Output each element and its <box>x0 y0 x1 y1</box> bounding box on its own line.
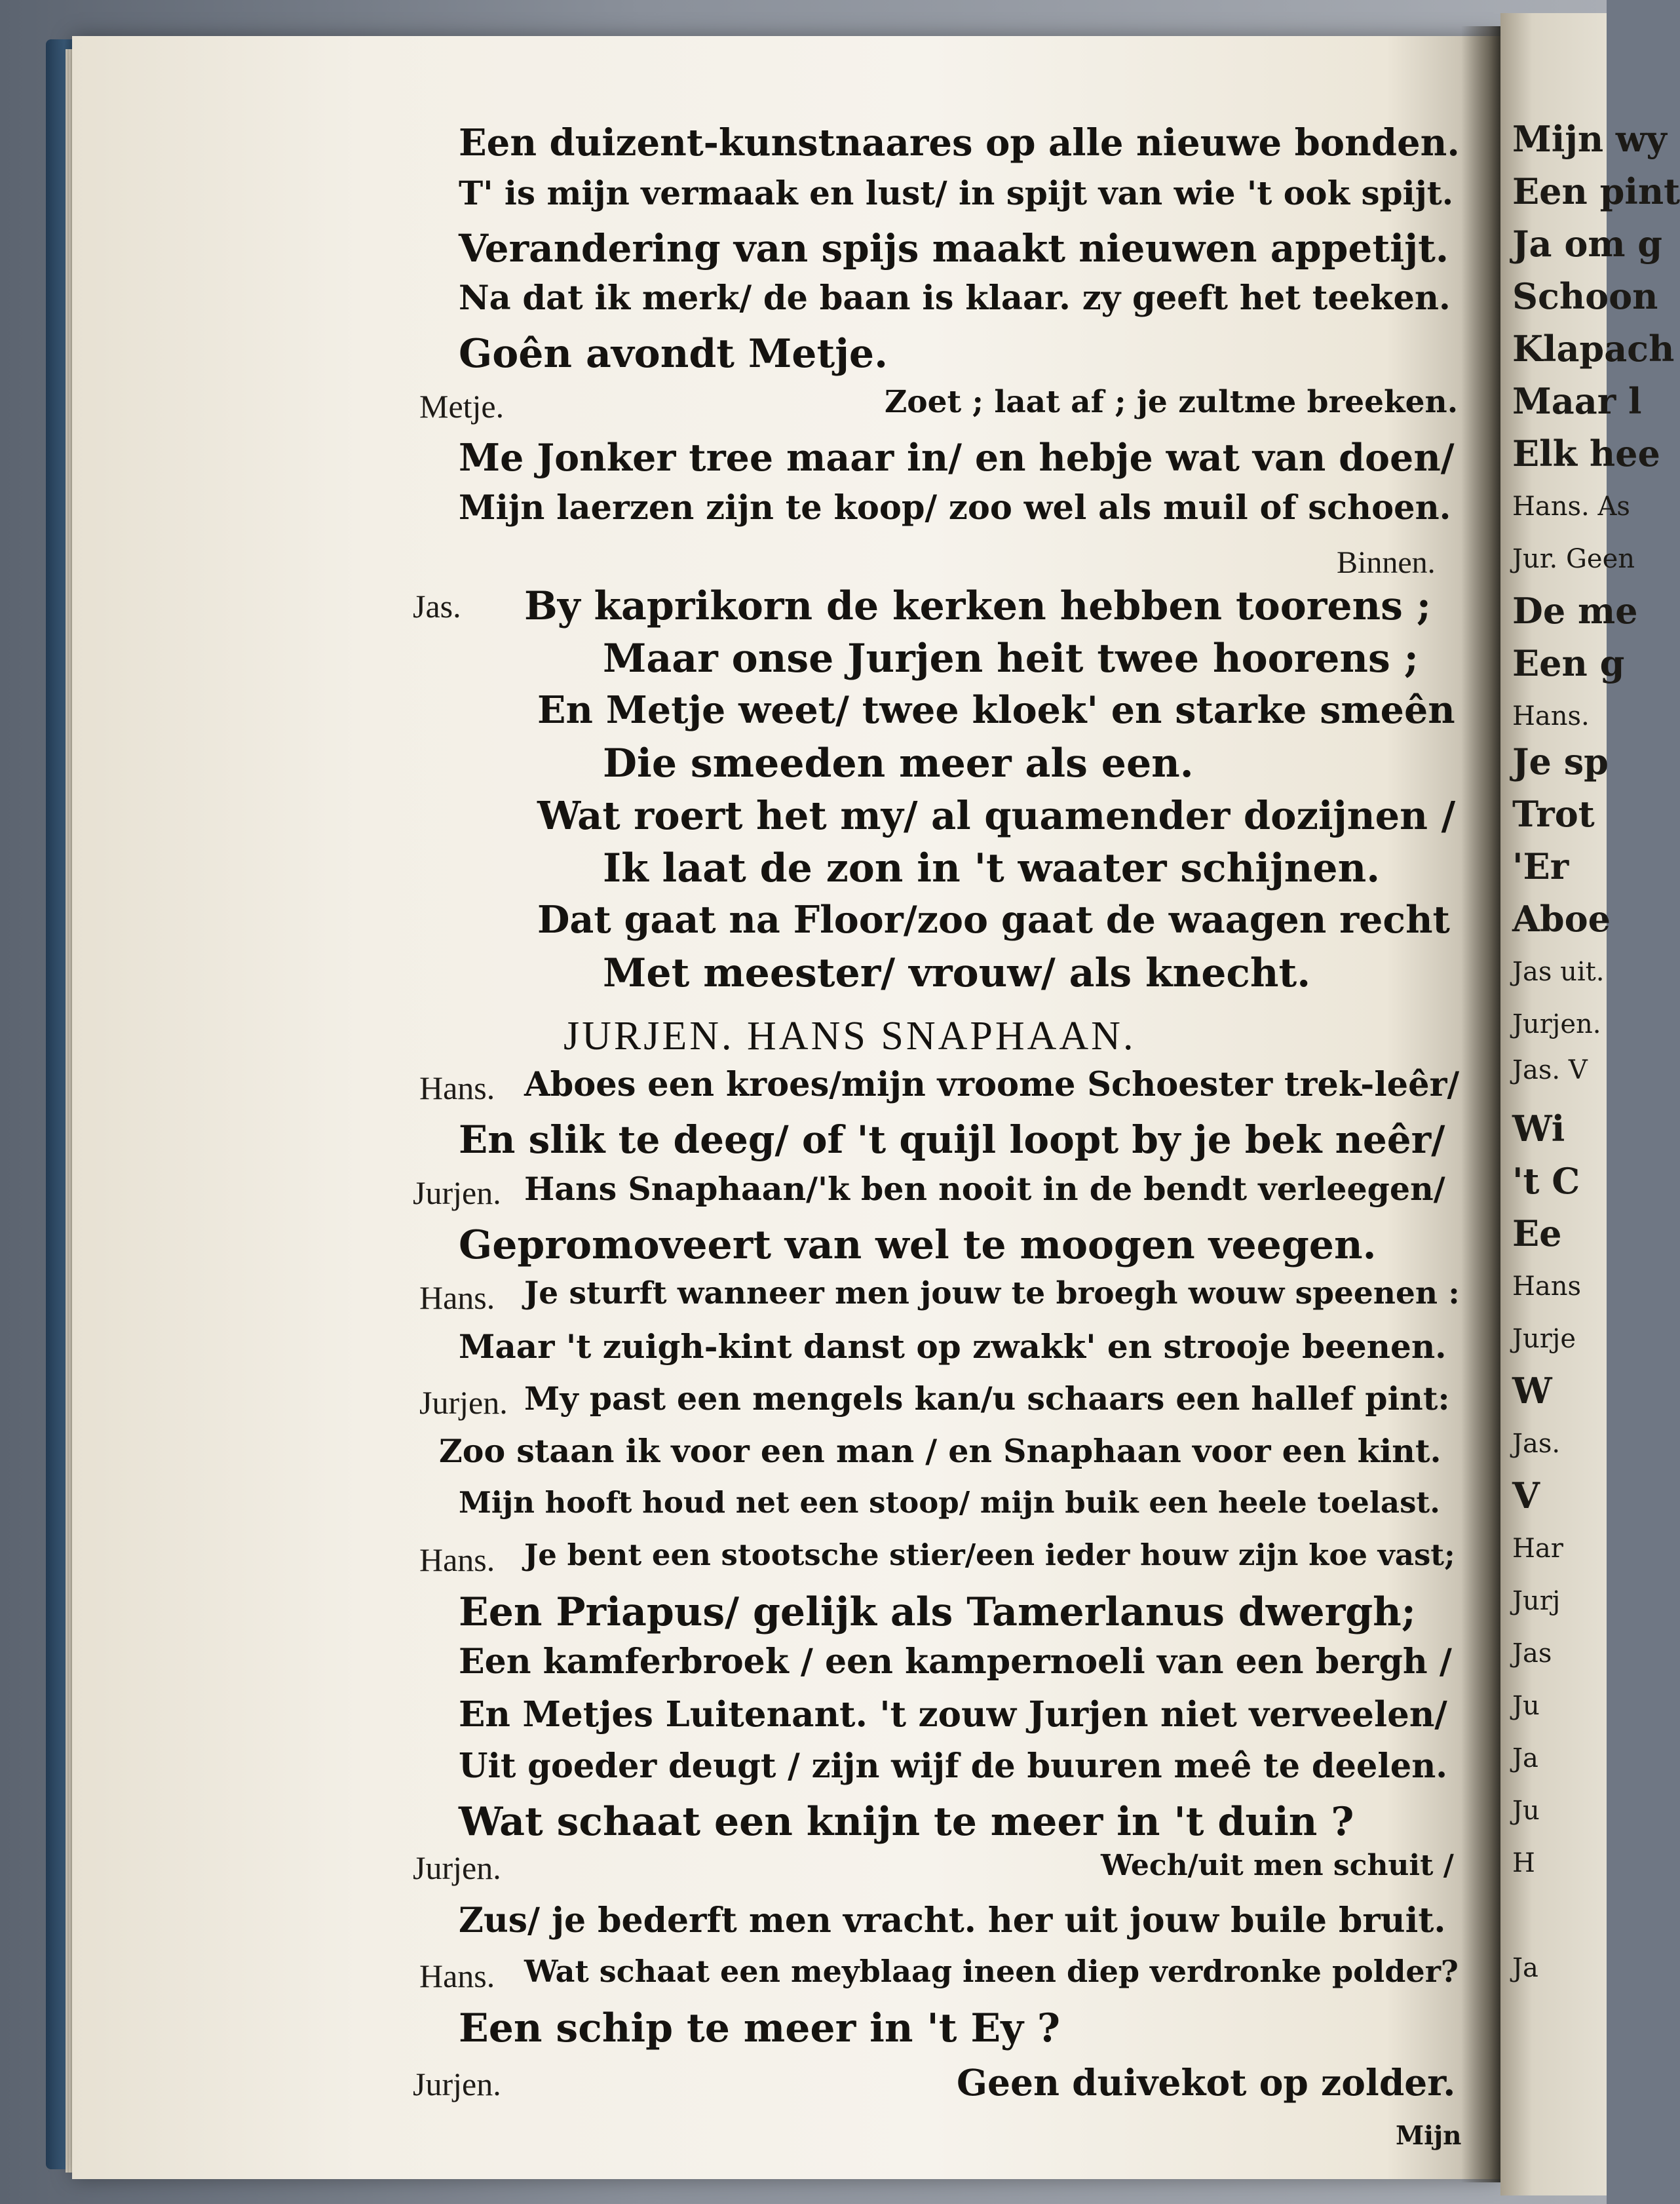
facing-fragment: Hans. As <box>1512 492 1630 522</box>
speaker-label: Jurjen. <box>413 1174 501 1211</box>
text-line: Aboes een kroes/mijn vroome Schoester trek-leêr/ <box>524 1065 1460 1104</box>
facing-fragment: Mijn wy <box>1512 118 1667 160</box>
text-line: Goên avondt Metje. <box>459 331 888 377</box>
facing-fragment: Jas <box>1512 1638 1552 1669</box>
text-line: Je bent een stootsche stier/een ieder houw zijn koe vast; <box>524 1537 1455 1572</box>
text-line: Dat gaat na Floor/zoo gaat de waagen recht <box>537 898 1450 942</box>
facing-fragment: Schoon <box>1512 275 1658 317</box>
speaker-label: Hans. <box>419 1541 495 1578</box>
facing-fragment: Jur. Geen <box>1512 544 1635 574</box>
facing-fragment: Hans. <box>1512 701 1590 731</box>
text-line: Een schip te meer in 't Ey ? <box>459 2005 1061 2051</box>
text-line: Wat roert het my/ al quamender dozijnen / <box>537 793 1456 838</box>
speaker-label: Jurjen. <box>413 1849 501 1886</box>
text-line: My past een mengels kan/u schaars een hallef pint: <box>524 1380 1450 1418</box>
facing-fragment: Ju <box>1512 1796 1540 1826</box>
text-line: En Metjes Luitenant. 't zouw Jurjen niet verveelen/ <box>459 1694 1447 1735</box>
facing-fragment: Een g <box>1512 642 1625 684</box>
text-line: Zoet ; laat af ; je zultme breeken. <box>885 384 1459 420</box>
text-line: Geen duivekot op zolder. <box>957 2061 1456 2104</box>
facing-fragment: Ja om g <box>1512 223 1663 265</box>
facing-fragment: Jas. <box>1512 1429 1561 1459</box>
book-page <box>72 36 1500 2179</box>
text-line: Je sturft wanneer men jouw te broegh wouw speenen : <box>524 1275 1460 1311</box>
text-line: Uit goeder deugt / zijn wijf de buuren meê te deelen. <box>459 1747 1448 1786</box>
facing-fragment: Jurje <box>1512 1324 1576 1354</box>
text-line: Met meester/ vrouw/ als knecht. <box>603 950 1311 996</box>
text-line: Ik laat de zon in 't waater schijnen. <box>603 845 1381 891</box>
facing-fragment: H <box>1512 1848 1535 1878</box>
text-line: Zoo staan ik voor een man / en Snaphaan voor een kint. <box>439 1432 1441 1470</box>
text-line: Mijn hooft houd net een stoop/ mijn buik een heele toelast. <box>459 1485 1440 1520</box>
facing-fragment: Ee <box>1512 1212 1562 1254</box>
text-line: Wat schaat een meyblaag ineen diep verdronke polder? <box>524 1954 1459 1989</box>
facing-fragment: Een pint <box>1512 170 1680 212</box>
speaker-label: Jurjen. <box>419 1384 508 1421</box>
facing-fragment: Je sp <box>1512 741 1609 783</box>
facing-fragment: Klapach <box>1512 328 1675 370</box>
facing-page <box>1500 13 1680 2195</box>
facing-fragment: De me <box>1512 590 1638 632</box>
text-line: Een duizent-kunstnaares op alle nieuwe bonden. <box>459 121 1460 164</box>
facing-fragment: V <box>1512 1475 1540 1517</box>
text-line: Na dat ik merk/ de baan is klaar. zy geeft het teeken. <box>459 279 1451 318</box>
facing-fragment: 'Er <box>1512 845 1569 887</box>
text-line: T' is mijn vermaak en lust/ in spijt van wie 't ook spijt. <box>459 174 1454 212</box>
speaker-label: Jurjen. <box>413 2066 501 2102</box>
facing-fragment: Trot <box>1512 793 1595 835</box>
text-line: En Metje weet/ twee kloek' en starke smeên <box>537 688 1455 732</box>
speaker-label: Jas. <box>413 588 461 625</box>
facing-fragment: Jas. V <box>1512 1055 1588 1085</box>
text-line: Verandering van spijs maakt nieuwen appetijt. <box>459 226 1449 271</box>
text-line: Een kamferbroek / een kampernoeli van een bergh / <box>459 1642 1452 1682</box>
speaker-label: Hans. <box>419 1958 495 1994</box>
text-line: Een Priapus/ gelijk als Tamerlanus dwergh; <box>459 1589 1416 1635</box>
facing-fragment: Maar l <box>1512 380 1642 422</box>
speaker-label: Metje. <box>419 388 505 425</box>
facing-fragment: Jas uit. <box>1512 957 1605 987</box>
text-line: Hans Snaphaan/'k ben nooit in de bendt verleegen/ <box>524 1170 1445 1208</box>
facing-fragment: 't C <box>1512 1160 1580 1202</box>
facing-fragment: Elk hee <box>1512 433 1660 474</box>
speaker-label: Hans. <box>419 1279 495 1316</box>
text-line: Wech/uit men schuit / <box>1101 1849 1454 1882</box>
scene-heading: JURJEN. HANS SNAPHAAN. <box>563 1014 1136 1058</box>
text-line: Gepromoveert van wel te moogen veegen. <box>459 1222 1377 1268</box>
book-gutter <box>1461 26 1500 2182</box>
speaker-label: Hans. <box>419 1070 495 1106</box>
text-line: Me Jonker tree maar in/ en hebje wat van doen/ <box>459 436 1455 480</box>
text-line: En slik te deeg/ of 't quijl loopt by je bek neêr/ <box>459 1117 1445 1162</box>
text-line: Mijn laerzen zijn te koop/ zoo wel als muil of schoen. <box>459 488 1451 528</box>
catchword: Mijn <box>1396 2121 1462 2151</box>
text-line: Maar onse Jurjen heit twee hoorens ; <box>603 636 1419 682</box>
facing-fragment: W <box>1512 1370 1552 1412</box>
facing-fragment: Ju <box>1512 1691 1540 1721</box>
facing-fragment: Jurjen. <box>1512 1009 1601 1039</box>
facing-fragment: Ja <box>1512 1953 1538 1983</box>
facing-fragment: Hans <box>1512 1271 1582 1302</box>
facing-fragment: Wi <box>1512 1108 1565 1150</box>
facing-fragment: Ja <box>1512 1743 1538 1773</box>
facing-fragment: Har <box>1512 1534 1563 1564</box>
text-line: Wat schaat een knijn te meer in 't duin ? <box>459 1799 1354 1845</box>
text-line: Maar 't zuigh-kint danst op zwakk' en strooje beenen. <box>459 1327 1447 1366</box>
text-line: Die smeeden meer als een. <box>603 741 1194 786</box>
facing-fragment: Aboe <box>1512 898 1611 940</box>
text-line: Zus/ je bederft men vracht. her uit jouw buile bruit. <box>459 1901 1446 1941</box>
stage-direction: Binnen. <box>1337 545 1436 580</box>
text-line: By kaprikorn de kerken hebben toorens ; <box>524 583 1431 629</box>
facing-fragment: Jurj <box>1512 1586 1561 1616</box>
